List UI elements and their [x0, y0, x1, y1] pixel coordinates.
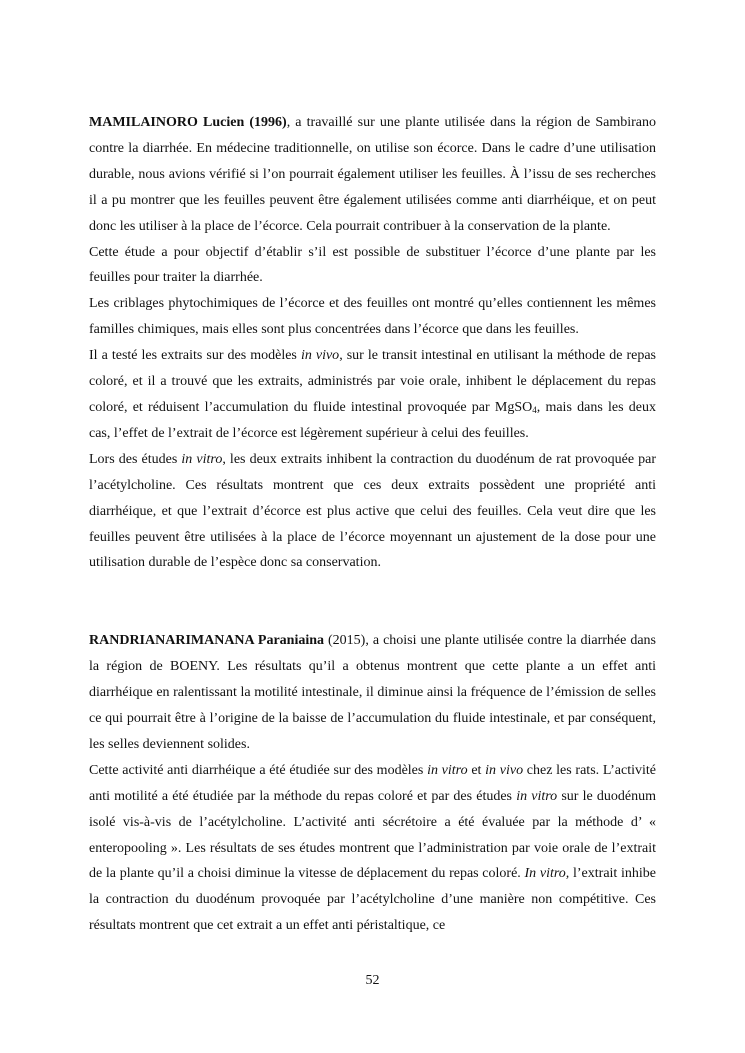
- citation-year: (2015): [324, 633, 366, 649]
- paragraph-text: , a choisi une plante utilisée contre la diarrhée dans la région de BOENY. Les résultats qu’il a obtenus montrent que cette plante a un effet anti diarrhéique en ralentissant la motilité intestinale, il diminue ainsi la fréquence de l’émission de selles ce qui pourrait être à l’origine de la baisse de l’accumulation du fluide intestinale, et par conséquent, les selles deviennent solides.: [89, 633, 657, 752]
- text-segment: , sur le transit intestinal en utilisant la méthode de repas coloré, et il a trouvé que les extraits, administrés par voie orale, inhibent le déplacement du repas coloré, et réduisent l’accumulation du fluide intestinal provoquée par MgSO: [89, 348, 657, 415]
- paragraph-antidiarrheal-activity: [89, 758, 656, 939]
- paragraph-objective: Cette étude a pour objectif d’établir s’il est possible de substituer l’écorce d’une plante par les feuilles pour traiter la diarrhée.: [89, 244, 656, 286]
- text-segment: Cette activité anti diarrhéique a été étudiée sur des modèles: [89, 762, 428, 778]
- text-segment: chez les rats. L’activité anti motilité a été étudiée par la méthode du repas coloré et par des études: [89, 762, 656, 804]
- italic-term: in vivo: [300, 348, 340, 364]
- text-segment: l’extrait inhibe la contraction du duodénum provoquée par l’acétylcholine d’une manière non compétitive. Ces résultats montrent que cet extrait a un effet anti péristaltique, ce: [89, 866, 657, 934]
- paragraph-mamilainoro-intro: [89, 110, 656, 240]
- page-body: [89, 110, 656, 939]
- text-segment: et: [467, 762, 486, 778]
- section-spacer: [89, 576, 656, 628]
- italic-term: in vitro: [181, 451, 223, 467]
- italic-term: in vitro: [516, 788, 558, 804]
- page-number: 52: [365, 973, 380, 988]
- subscript: 4: [532, 404, 537, 415]
- paragraph-text: , a travaillé sur une plante utilisée dans la région de Sambirano contre la diarrhée. En médecine traditionnelle, on utilise son écorce. Dans le cadre d’une utilisation durable, nous avions vérifié si l’on pourrait également utiliser les feuilles. À l’issu de ses recherches il a pu montrer que les feuilles peuvent être également utilisées comme anti diarrhéique, et on peut donc les utiliser à la place de l’écorce. Cela pourrait contribuer à la conservation de la plante.: [89, 115, 656, 234]
- author-citation: RANDRIANARIMANANA Paraniaina: [89, 633, 325, 649]
- author-citation: MAMILAINORO Lucien (1996): [89, 115, 287, 130]
- italic-term: in vitro: [427, 762, 468, 778]
- paragraph-in-vivo-tests: [89, 343, 656, 447]
- text-segment: Il a testé les extraits sur des modèles: [89, 348, 301, 364]
- italic-term: in vivo: [485, 762, 524, 778]
- paragraph-randrianarimanana-intro: [89, 628, 656, 758]
- text-segment: sur le duodénum isolé vis-à-vis de l’acétylcholine. L’activité anti sécrétoire a été évaluée par la méthode d’ « enteropooling ». Les résultats de ses études montrent que l’administration par voie orale de l’extrait de la plante qu’il a choisi diminue la vitesse de déplacement du repas coloré.: [89, 788, 657, 882]
- paragraph-phytochemical: Les criblages phytochimiques de l’écorce et des feuilles ont montré qu’elles contiennent les mêmes familles chimiques, mais elles sont plus concentrées dans l’écorce que dans les feuilles.: [89, 296, 656, 338]
- italic-term: In vitro,: [524, 866, 570, 882]
- text-segment: , mais dans les deux cas, l’effet de l’extrait de l’écorce est légèrement supérieur à celui des feuilles.: [89, 399, 657, 441]
- paragraph-in-vitro-tests: [89, 447, 656, 577]
- text-segment: Lors des études: [89, 451, 182, 467]
- text-segment: , les deux extraits inhibent la contraction du duodénum de rat provoquée par l’acétylcholine. Ces résultats montrent que ces deux extraits possèdent une propriété anti diarrhéique, et que l’extrait d’écorce est plus active que celui des feuilles. Cela veut dire que les feuilles peuvent être utilisées à la place de l’écorce moyennant un ajustement de la dose pour une utilisation durable de l’espèce donc sa conservation.: [89, 451, 657, 571]
